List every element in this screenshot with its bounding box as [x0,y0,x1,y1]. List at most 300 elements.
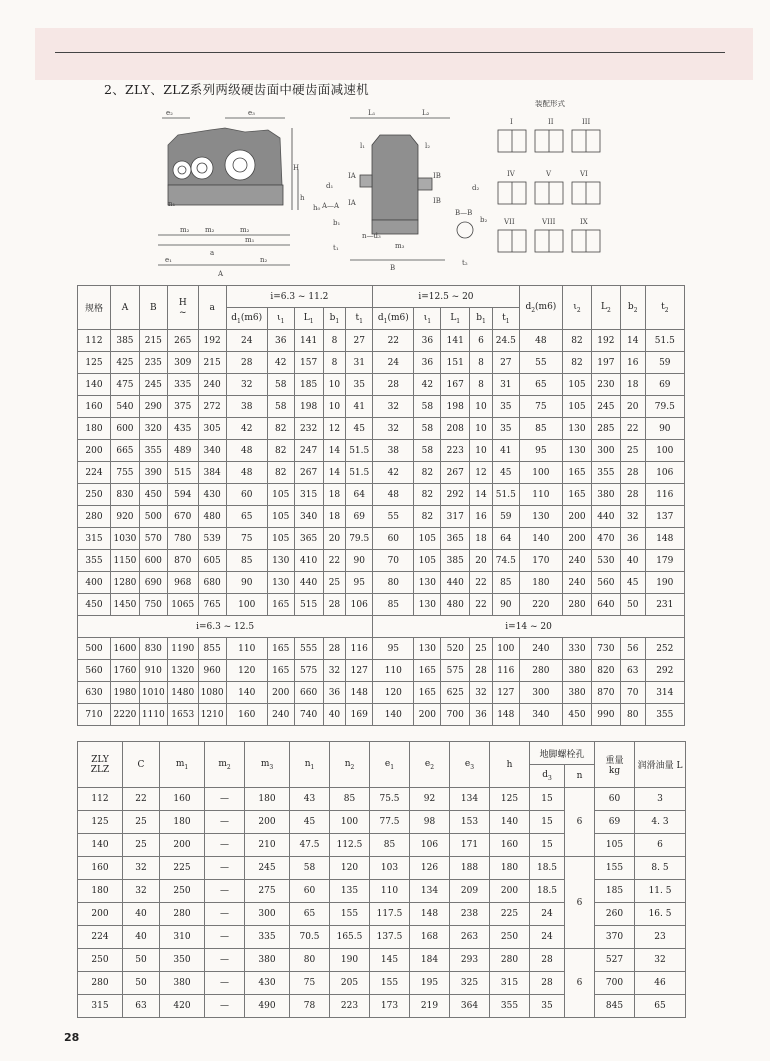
table-cell: 32 [123,880,160,903]
table-cell: 220 [519,594,562,616]
table-cell: 25 [123,834,160,857]
table-cell: — [205,903,245,926]
table-cell: 267 [294,462,323,484]
table-cell: 85 [373,594,414,616]
table-cell: 47.5 [290,834,330,857]
oil-cell: 11. 5 [635,880,686,903]
table-cell: 380 [160,972,205,995]
header-n1: $n_1$ [290,742,330,788]
table-cell: 165 [267,660,294,682]
table-cell: 95 [346,572,373,594]
table-cell: 600 [139,550,167,572]
table-cell: 197 [591,352,620,374]
table-cell: 185 [294,374,323,396]
table-cell: 515 [294,594,323,616]
table-cell: 45 [620,572,645,594]
table-cell: 1280 [111,572,140,594]
table-cell: 1210 [198,704,226,726]
table-cell: 82 [414,506,441,528]
bolt-count-cell: 6 [565,949,595,1018]
table-cell: 80 [373,572,414,594]
table-cell: 112 [78,330,111,352]
table-cell: 263 [450,926,490,949]
table-cell: 42 [373,462,414,484]
table-cell: 330 [563,638,592,660]
roman-5: V [546,170,552,178]
table-row [78,440,685,462]
table-cell: 8 [323,330,346,352]
label-d1: d₁ [326,182,334,190]
table-cell: 855 [198,638,226,660]
table-cell: 32 [620,506,645,528]
table-cell: 450 [78,594,111,616]
oil-cell: 46 [635,972,686,995]
table-cell: 180 [490,857,530,880]
table-cell: 335 [167,374,198,396]
oil-cell: 65 [635,995,686,1018]
table-cell: 100 [330,811,370,834]
table-row [78,660,685,682]
table-cell: 1080 [198,682,226,704]
table-row [78,594,685,616]
table-cell: 32 [323,660,346,682]
table-cell: 450 [139,484,167,506]
side-view [313,109,487,272]
table-cell: 560 [78,660,111,682]
oil-cell: 3 [635,788,686,811]
assembly-forms [498,100,600,252]
table-cell: — [205,880,245,903]
table-cell: 625 [441,682,470,704]
table-cell: 105 [414,528,441,550]
table-cell: 58 [414,418,441,440]
table-cell: 48 [226,462,267,484]
table-cell: 35 [492,396,519,418]
table-cell: 384 [198,462,226,484]
table-cell: 184 [410,949,450,972]
table-cell: 8 [323,352,346,374]
weight-cell: 370 [595,926,635,949]
table-cell: 59 [645,352,684,374]
table-cell: 125 [78,811,123,834]
table-cell: 16 [620,352,645,374]
label-IB2: IB [433,197,441,205]
table-cell: 8 [470,352,493,374]
label-nd3: n—d₃ [362,232,381,240]
table-cell: 110 [373,660,414,682]
table-cell: 130 [414,572,441,594]
table-row [78,880,686,903]
header-e2: $e_2$ [410,742,450,788]
table-row [78,972,686,995]
table-cell: 58 [414,396,441,418]
table-cell: 148 [410,903,450,926]
table-cell: 137.5 [370,926,410,949]
table-cell: 22 [323,550,346,572]
table-cell: 140 [78,834,123,857]
table-cell: 35 [492,418,519,440]
table-cell: 74.5 [492,550,519,572]
table-cell: 180 [78,880,123,903]
table-cell: 35 [346,374,373,396]
table-cell: 82 [414,462,441,484]
table-row [78,788,686,811]
table-cell: 440 [591,506,620,528]
table-cell: 125 [490,788,530,811]
header-L1-low: $L_1$ [294,308,323,330]
table-cell: 180 [160,811,205,834]
table-cell: 14 [323,462,346,484]
table-cell: 16 [470,506,493,528]
header-l2: $\iota_2$ [563,286,592,330]
table-cell: 490 [245,995,290,1018]
subheader-ratio-high: i=14 ~ 20 [373,616,685,638]
table-cell: 28 [620,484,645,506]
table-cell: 58 [267,396,294,418]
header-d1-high: $d_1(m6)$ [373,308,414,330]
label-IA1: IA [348,172,356,180]
table-cell: 219 [410,995,450,1018]
assembly-form-2 [535,118,563,152]
table-cell: 28 [373,374,414,396]
table-cell: 245 [245,857,290,880]
table-cell: 380 [591,484,620,506]
table-cell: 100 [492,638,519,660]
table-cell: 130 [563,418,592,440]
header-ratio-high: i=12.5 ~ 20 [373,286,520,308]
label-a: a [210,249,215,257]
table-cell: 280 [78,506,111,528]
table-cell: 48 [373,484,414,506]
table-row [78,352,685,374]
table-cell: 290 [139,396,167,418]
table-cell: 79.5 [645,396,684,418]
table-cell: 105 [267,484,294,506]
table-cell: 140 [78,374,111,396]
table-cell: 110 [226,638,267,660]
table-row [78,926,686,949]
table-cell: 60 [290,880,330,903]
header-t2: $t_2$ [645,286,684,330]
table-cell: 208 [441,418,470,440]
table-cell: 69 [346,506,373,528]
label-b1: b₁ [333,219,341,227]
table-cell: 390 [139,462,167,484]
table1-group-header [78,286,685,308]
table-cell: 165 [563,484,592,506]
header-n2: $n_2$ [330,742,370,788]
table-cell: 960 [198,660,226,682]
header-b2: $b_2$ [620,286,645,330]
label-L2: L₂ [422,109,430,117]
table-cell: 106 [346,594,373,616]
table-cell: 51.5 [645,330,684,352]
table-row [78,811,686,834]
table-cell: 48 [519,330,562,352]
table-cell: 77.5 [370,811,410,834]
table-cell: 200 [414,704,441,726]
header-model: ZLY ZLZ [78,742,123,788]
table-cell: 365 [294,528,323,550]
table-row [78,462,685,484]
table-cell: — [205,788,245,811]
table-cell: 247 [294,440,323,462]
table-cell: 165 [414,660,441,682]
table-cell: 60 [373,528,414,550]
table-cell: 300 [591,440,620,462]
table-cell: 38 [373,440,414,462]
table-cell: 153 [450,811,490,834]
table-cell: 375 [167,396,198,418]
table-cell: 690 [139,572,167,594]
table-cell: 232 [294,418,323,440]
table-cell: 335 [245,926,290,949]
table-cell: 200 [160,834,205,857]
header-t1-low: $t_1$ [346,308,373,330]
table-cell: 195 [410,972,450,995]
table-cell: 169 [346,704,373,726]
table-cell: 80 [290,949,330,972]
table-cell: 28 [530,949,565,972]
table-cell: 820 [591,660,620,682]
table-cell: 20 [323,528,346,550]
header-l1-high: $\iota_1$ [414,308,441,330]
weight-cell: 60 [595,788,635,811]
roman-2: II [548,118,554,126]
table-cell: 2220 [111,704,140,726]
table-cell: 127 [346,660,373,682]
label-d2: d₂ [472,184,480,192]
table-cell: 170 [519,550,562,572]
weight-cell: 527 [595,949,635,972]
weight-cell: 105 [595,834,635,857]
table-cell: 192 [591,330,620,352]
table-cell: 90 [226,572,267,594]
header-L2: $L_2$ [591,286,620,330]
table-cell: 137 [645,506,684,528]
table-cell: 35 [530,995,565,1018]
table-cell: 285 [591,418,620,440]
table-cell: 1980 [111,682,140,704]
table-cell: 75 [519,396,562,418]
header-C: C [123,742,160,788]
table-cell: 200 [78,903,123,926]
label-n1: n₁ [168,200,176,208]
label-h0: h₀ [313,204,321,212]
table-cell: 116 [492,660,519,682]
table-cell: 500 [78,638,111,660]
table-cell: 78 [290,995,330,1018]
table-cell: 272 [198,396,226,418]
table-cell: 240 [267,704,294,726]
table-cell: 75.5 [370,788,410,811]
table-cell: 1110 [139,704,167,726]
table-cell: 130 [267,550,294,572]
assembly-form-7 [498,218,526,252]
table-cell: 315 [490,972,530,995]
table-cell: 292 [441,484,470,506]
table-cell: 225 [160,857,205,880]
table-row [78,638,685,660]
table-cell: 18.5 [530,880,565,903]
table-cell: 180 [245,788,290,811]
table-cell: 18 [620,374,645,396]
table-cell: 106 [410,834,450,857]
table-cell: 50 [620,594,645,616]
table-cell: 27 [492,352,519,374]
table-cell: 555 [294,638,323,660]
table-cell: 780 [167,528,198,550]
table-cell: 355 [645,704,684,726]
header-l1-low: $\iota_1$ [267,308,294,330]
table-cell: 82 [267,462,294,484]
table-cell: 245 [591,396,620,418]
table-cell: 990 [591,704,620,726]
table-cell: 252 [645,638,684,660]
table-cell: 280 [519,660,562,682]
table-cell: 148 [645,528,684,550]
roman-1: I [510,118,513,126]
table-cell: 98 [410,811,450,834]
label-H: H [293,164,300,172]
table-cell: 36 [267,330,294,352]
table-cell: 425 [111,352,140,374]
table-cell: 55 [373,506,414,528]
table-cell: 32 [226,374,267,396]
roman-6: VI [580,170,588,178]
table-cell: 240 [519,638,562,660]
table-cell: 200 [563,528,592,550]
table-cell: 15 [530,788,565,811]
table-cell: 530 [591,550,620,572]
label-m1: m₁ [245,236,255,244]
table-cell: 32 [373,396,414,418]
table-cell: 40 [123,903,160,926]
table-cell: 700 [441,704,470,726]
table-cell: 710 [78,704,111,726]
table-cell: 82 [414,484,441,506]
table-cell: 870 [167,550,198,572]
table-cell: 32 [373,418,414,440]
header-e3: $e_3$ [450,742,490,788]
table-cell: 230 [591,374,620,396]
table-cell: 126 [410,857,450,880]
table-cell: 22 [373,330,414,352]
table-cell: 48 [226,440,267,462]
dimension-table [77,285,685,726]
table-cell: 18 [323,506,346,528]
table-cell: 192 [198,330,226,352]
table-cell: 594 [167,484,198,506]
table-cell: 355 [591,462,620,484]
label-A: A [218,270,224,278]
table-cell: 20 [620,396,645,418]
page-number: 28 [64,1031,80,1044]
table-cell: 275 [245,880,290,903]
table-cell: — [205,926,245,949]
table-cell: 231 [645,594,684,616]
table-cell: 65 [519,374,562,396]
table-cell: 305 [198,418,226,440]
table-cell: 40 [620,550,645,572]
label-e1: e₁ [165,256,172,264]
table-cell: 155 [330,903,370,926]
table-cell: 1065 [167,594,198,616]
header-B: B [139,286,167,330]
weight-cell: 260 [595,903,635,926]
table-cell: 85 [370,834,410,857]
table-cell: 180 [519,572,562,594]
table-cell: 340 [294,506,323,528]
label-BB: B—B [455,209,473,217]
table-cell: 1320 [167,660,198,682]
table-cell: 480 [198,506,226,528]
table-cell: 70.5 [290,926,330,949]
table-cell: 75 [226,528,267,550]
table-cell: 470 [591,528,620,550]
table-cell: 22 [470,594,493,616]
table-cell: 31 [492,374,519,396]
header-A: A [111,286,140,330]
table-cell: 190 [330,949,370,972]
table-cell: 317 [441,506,470,528]
table-cell: 165 [267,594,294,616]
table-row [78,572,685,594]
label-m2b: m₂ [205,226,215,234]
weight-cell: 185 [595,880,635,903]
table-cell: 110 [370,880,410,903]
assembly-form-6 [572,170,600,204]
oil-cell: 6 [635,834,686,857]
table-cell: 198 [441,396,470,418]
roman-7: VII [504,218,515,226]
table-cell: 22 [620,418,645,440]
table-cell: 141 [441,330,470,352]
table-cell: 103 [370,857,410,880]
table-cell: 224 [78,926,123,949]
table-cell: 670 [167,506,198,528]
table-cell: 45 [492,462,519,484]
table-cell: 238 [450,903,490,926]
table-cell: 28 [226,352,267,374]
table-cell: 250 [490,926,530,949]
bolt-count-cell: 6 [565,857,595,949]
table-cell: 40 [123,926,160,949]
table-cell: 24.5 [492,330,519,352]
table-cell: 151 [441,352,470,374]
table-cell: 160 [160,788,205,811]
table-cell: 310 [160,926,205,949]
table-cell: 475 [111,374,140,396]
table-cell: 1190 [167,638,198,660]
table-cell: 245 [139,374,167,396]
header-m2: $m_2$ [205,742,245,788]
table-cell: 830 [139,638,167,660]
table-cell: 250 [78,949,123,972]
label-m2a: m₂ [180,226,190,234]
table-cell: 105 [267,528,294,550]
bolt-count-cell: 6 [565,788,595,857]
table-cell: — [205,834,245,857]
header-d3: $d_3$ [530,765,565,788]
table-cell: 90 [645,418,684,440]
header-a: a [198,286,226,330]
table-cell: 10 [323,396,346,418]
table-cell: 92 [410,788,450,811]
header-b1-low: $b_1$ [323,308,346,330]
label-m3: m₃ [395,242,405,250]
table-cell: 140 [373,704,414,726]
